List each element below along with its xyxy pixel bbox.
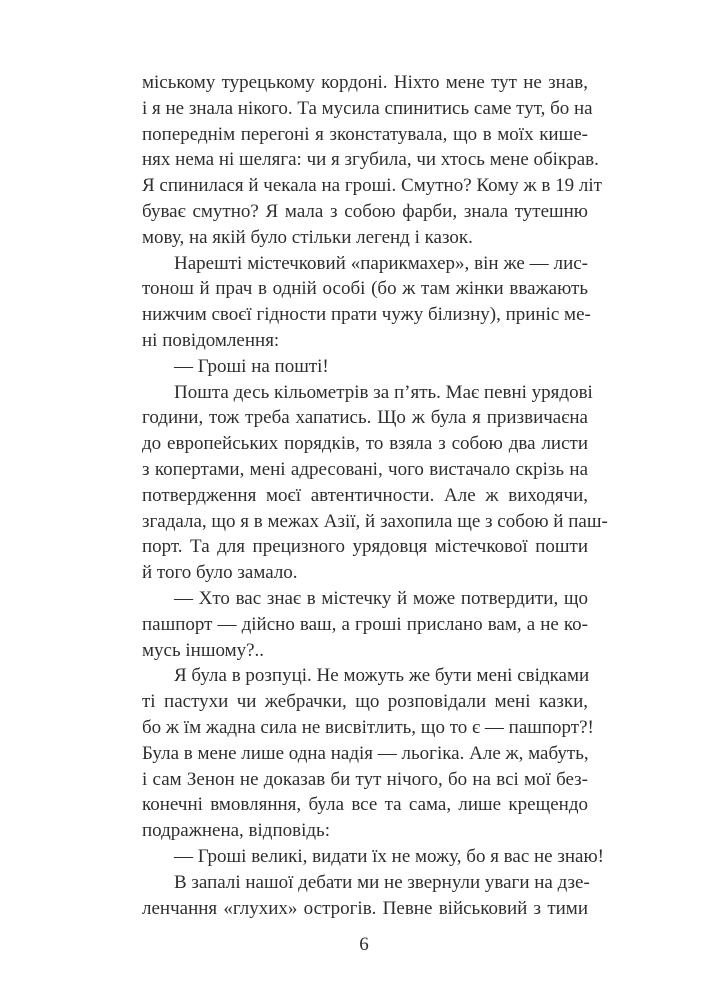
- text-line: Нарешті містечковий «парикмахер», він же — лис-: [174, 252, 588, 274]
- text-line: конечні вмовляння, була все та сама, лише крещендо: [142, 794, 588, 816]
- text-line: буває смутно? Я мала з собою фарби, знала тутешню: [142, 200, 588, 222]
- text-line: попереднім перегоні я зконстатувала, що в моїх кише-: [142, 123, 588, 145]
- text-line: — Гроші на пошті!: [174, 355, 329, 377]
- text-line: В запалі нашої дебати ми не звернули уваги на дзе-: [174, 871, 590, 893]
- text-line: ті пастухи чи жебрачки, що розповідали мені казки,: [142, 691, 588, 713]
- text-line: мову, на якій було стільки легенд і казок.: [142, 226, 473, 248]
- text-line: нях нема ні шеляга: чи я згубила, чи хтось мене обікрав.: [142, 149, 599, 171]
- text-line: — Хто вас знає в містечку й може потвердити, що: [174, 587, 588, 609]
- text-line: потвердження моєї автентичности. Але ж виходячи,: [142, 484, 588, 506]
- text-line: пашпорт — дійсно ваш, а гроші прислано вам, а не ко-: [142, 613, 588, 635]
- text-line: Я була в розпуці. Не можуть же бути мені свідками: [174, 665, 590, 687]
- text-line: ленчання «глухих» острогів. Певне військовий з тими: [142, 897, 588, 919]
- text-line: тонош й прач в одній особі (бо ж там жінки вважають: [142, 278, 588, 300]
- text-line: Була в мене лише одна надія — льогіка. Але ж, мабуть,: [142, 742, 589, 764]
- text-line: ні повідомлення:: [142, 329, 280, 351]
- text-line: Пошта десь кільометрів за п’ять. Має певні урядові: [174, 381, 593, 403]
- text-line: — Гроші великі, видати їх не можу, бо я вас не знаю!: [174, 845, 604, 867]
- page-number: 6: [359, 934, 369, 955]
- text-line: бо ж їм жадна сила не висвітлить, що то є — пашпорт?!: [142, 716, 594, 738]
- text-line: і я не знала нікого. Та мусила спинитись саме тут, бо на: [142, 97, 593, 119]
- text-line: й того було замало.: [142, 562, 298, 584]
- text-line: порт. Та для прецизного урядовця містечкової пошти: [142, 536, 588, 558]
- text-line: нижчим своєї гідности прати чужу білизну), приніс ме-: [142, 304, 591, 326]
- text-line: подражнена, відповідь:: [142, 820, 330, 842]
- text-line: згадала, що я в межах Азії, й захопила ще з собою й паш-: [142, 510, 608, 532]
- text-line: Я спинилася й чекала на гроші. Смутно? Кому ж в 19 літ: [142, 175, 602, 197]
- text-line: і сам Зенон не доказав би тут нічого, бо на всі мої без-: [142, 768, 588, 790]
- page-body-text: [142, 70, 608, 921]
- text-line: до европейських порядків, то взяла з собою два листи: [142, 433, 588, 455]
- text-line: години, тож треба хапатись. Що ж була я призвичаєна: [142, 407, 588, 429]
- text-line: міському турецькому кордоні. Ніхто мене тут не знав,: [142, 72, 588, 93]
- text-line: з копертами, мені адресовані, чого вистачало скрізь на: [142, 458, 588, 480]
- text-line: мусь іншому?..: [142, 639, 265, 661]
